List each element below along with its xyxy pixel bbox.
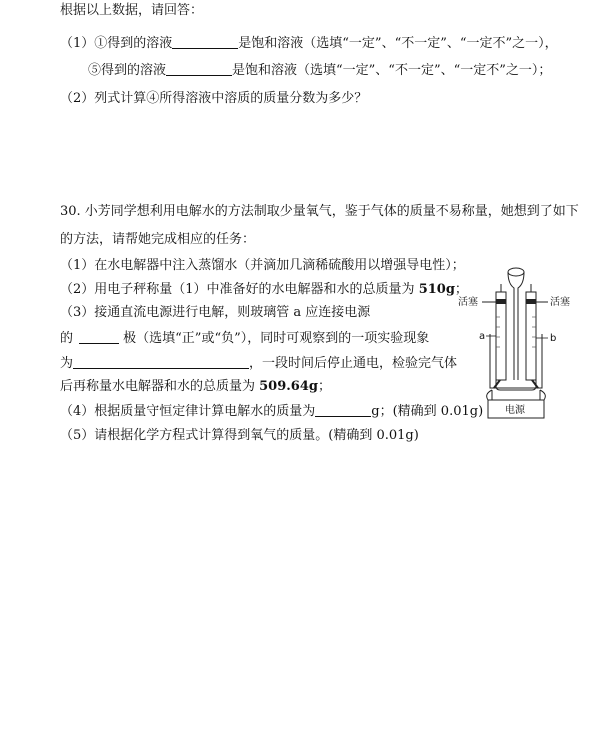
step3b-prefix: 的 [60, 331, 74, 346]
question-1a [60, 34, 558, 53]
power-label: 电源 [505, 405, 525, 416]
step3c-suffix: ，一段时间后停止通电，检验完气体 [249, 356, 458, 371]
intro-text: 根据以上数据，请回答： [60, 3, 204, 18]
step-1: （1）在水电解器中注入蒸馏水（并滴加几滴稀硫酸用以增强导电性）； [60, 258, 465, 273]
step4-suffix: g；(精确到 0.01g) [371, 404, 484, 419]
step-4 [60, 402, 483, 421]
answer-blank-electrode[interactable] [79, 329, 119, 344]
question-1b [88, 61, 551, 80]
answer-blank-phenomenon[interactable] [73, 354, 249, 369]
left-valve-icon [496, 299, 506, 304]
question-2: （2）列式计算④所得溶液中溶质的质量分数为多少？ [60, 91, 368, 106]
step3c-prefix: 为 [60, 356, 74, 371]
right-valve-icon [526, 299, 536, 304]
step-3c [60, 354, 457, 373]
step3d-end: ； [317, 379, 331, 394]
funnel-rim [508, 268, 524, 276]
answer-blank-1a[interactable] [172, 34, 238, 49]
step-5: （5）请根据化学方程式计算得到氧气的质量。(精确到 0.01g) [60, 428, 419, 443]
step2-text: （2）用电子秤称量（1）中准备好的水电解器和水的总质量为 [60, 282, 419, 297]
step-3d [60, 378, 331, 396]
step3b-middle: 极（选填“正”或“负”），同时可观察到的一项实验现象 [119, 331, 430, 346]
answer-blank-water-mass[interactable] [315, 402, 371, 417]
q1a-suffix: 是饱和溶液（选填“一定”、“不一定”、“一定不”之一）， [238, 36, 558, 51]
q1a-prefix: （1）①得到的溶液 [60, 36, 173, 51]
right-valve-label: 活塞 [550, 297, 570, 308]
tube-b-label: b [550, 333, 557, 344]
step3d-value: 509.64g [259, 379, 318, 394]
electrolysis-apparatus-diagram [458, 262, 588, 422]
q1b-suffix: 是饱和溶液（选填“一定”、“不一定”、“一定不”之一）； [232, 63, 552, 78]
step-3b [60, 329, 429, 348]
tube-b [526, 292, 536, 380]
left-valve-label: 活塞 [458, 297, 478, 308]
step-2 [60, 281, 468, 299]
step2-value: 510g [418, 282, 455, 297]
step4-prefix: （4）根据质量守恒定律计算电解水的质量为 [60, 404, 316, 419]
q1b-prefix: ⑤得到的溶液 [88, 63, 167, 78]
tube-a-label: a [479, 331, 486, 342]
problem30-line1: 30. 小芳同学想利用电解水的方法制取少量氧气，鉴于气体的质量不易称量，她想到了如下 [60, 204, 579, 219]
problem30-line2: 的方法，请帮她完成相应的任务： [60, 232, 256, 247]
tube-a [496, 292, 506, 380]
step3d-text: 后再称量水电解器和水的总质量为 [60, 379, 260, 394]
step2-end: ； [454, 282, 468, 297]
step-3: （3）接通直流电源进行电解，则玻璃管 a 应连接电源 [60, 305, 371, 320]
answer-blank-1b[interactable] [166, 61, 232, 76]
